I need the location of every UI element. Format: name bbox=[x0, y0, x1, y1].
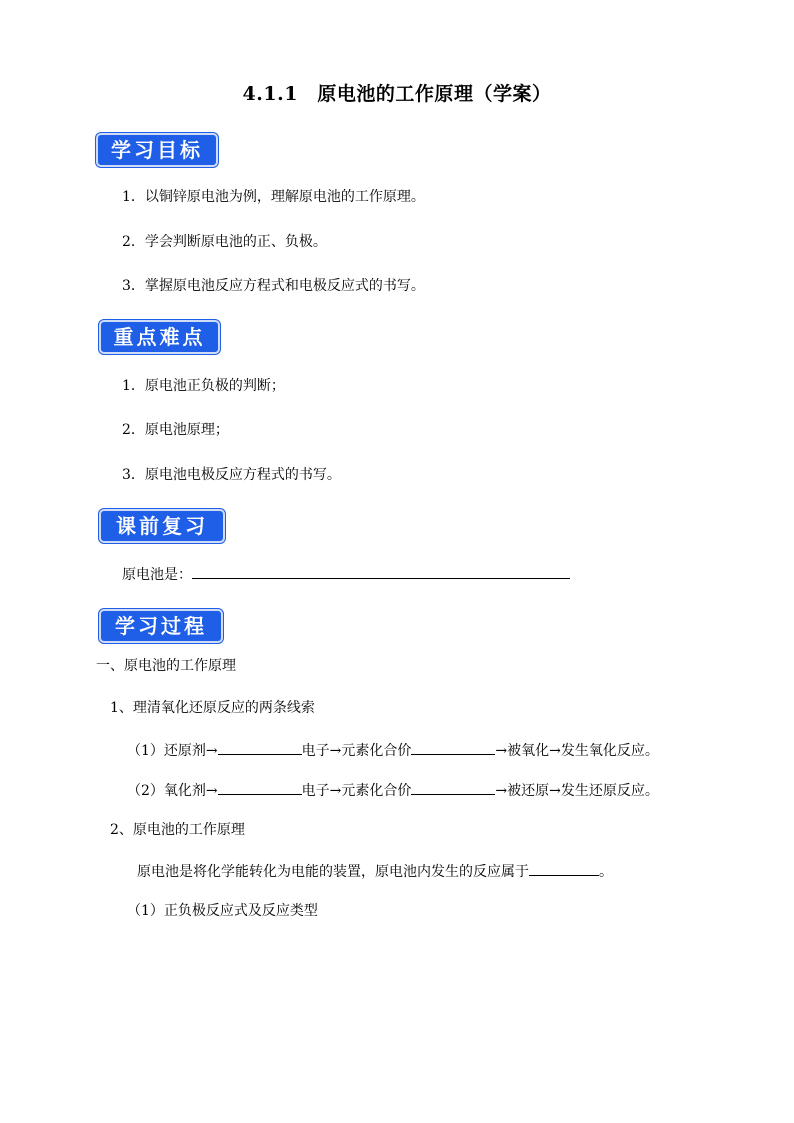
objective-item: 2．学会判断原电池的正、负极。 bbox=[122, 234, 327, 250]
sub-heading: 1、理清氧化还原反应的两条线索 bbox=[110, 700, 315, 716]
key-point-item: 2．原电池原理； bbox=[122, 422, 229, 438]
clue-text: →被氧化→发生氧化反应。 bbox=[495, 743, 659, 759]
clue-line-reducer bbox=[127, 740, 659, 760]
sub-heading: 2、原电池的工作原理 bbox=[110, 822, 245, 838]
answer-blank[interactable] bbox=[218, 740, 302, 755]
principle-description bbox=[137, 861, 613, 881]
clue-text: （1）还原剂→ bbox=[127, 743, 218, 759]
clue-text: 电子→元素化合价 bbox=[301, 743, 412, 759]
objective-item: 1．以铜锌原电池为例，理解原电池的工作原理。 bbox=[122, 189, 425, 205]
clue-line-oxidant bbox=[127, 780, 659, 800]
preview-prompt: 原电池是： bbox=[122, 567, 192, 583]
section-badge-key-points: 重点难点 bbox=[99, 320, 220, 354]
sub-item: （1）正负极反应式及反应类型 bbox=[127, 903, 318, 919]
clue-text: 电子→元素化合价 bbox=[301, 783, 412, 799]
clue-text: （2）氧化剂→ bbox=[127, 783, 218, 799]
section-badge-process: 学习过程 bbox=[99, 609, 223, 643]
key-point-item: 3．原电池电极反应方程式的书写。 bbox=[122, 467, 341, 483]
answer-blank[interactable] bbox=[192, 564, 570, 579]
section-badge-preview: 课前复习 bbox=[99, 509, 225, 543]
principle-text: 。 bbox=[599, 864, 613, 880]
principle-text: 原电池是将化学能转化为电能的装置，原电池内发生的反应属于 bbox=[137, 864, 529, 880]
answer-blank[interactable] bbox=[411, 740, 495, 755]
answer-blank[interactable] bbox=[411, 780, 495, 795]
page-title: 4.1.1 原电池的工作原理（学案） bbox=[242, 83, 552, 105]
answer-blank[interactable] bbox=[218, 780, 302, 795]
objective-item: 3．掌握原电池反应方程式和电极反应式的书写。 bbox=[122, 278, 425, 294]
part-heading: 一、原电池的工作原理 bbox=[96, 658, 236, 674]
preview-line bbox=[122, 564, 570, 584]
answer-blank[interactable] bbox=[529, 861, 599, 876]
section-badge-objectives: 学习目标 bbox=[96, 133, 218, 167]
key-point-item: 1．原电池正负极的判断； bbox=[122, 378, 285, 394]
clue-text: →被还原→发生还原反应。 bbox=[495, 783, 659, 799]
